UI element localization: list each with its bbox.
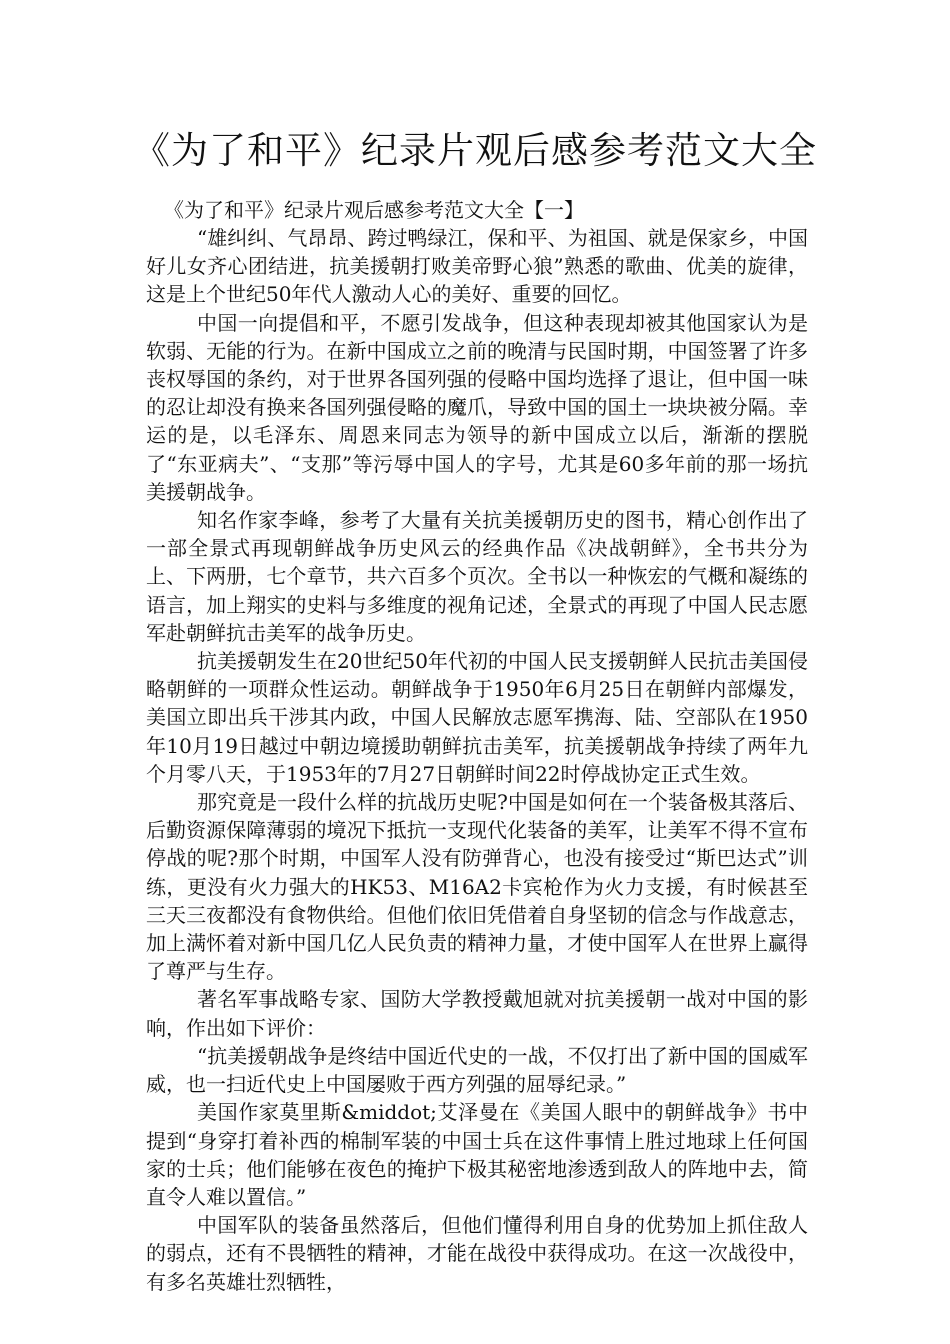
paragraph-2: 中国一向提倡和平，不愿引发战争，但这种表现却被其他国家认为是软弱、无能的行为。在新中国成立之前的晚清与民国时期，中国签署了许多丧权辱国的条约，对于世界各国列强的侵略中国均选择了退让，但中国一味的忍让却没有换来各国列强侵略的魔爪，导致中国的国土一块块被分隔。幸运的是，以毛泽东、周恩来同志为领导的新中国成立以后，渐渐的摆脱了“东亚病夫”、“支那”等污辱中国人的字号，尤其是60多年前的那一场抗美援朝战争。 xyxy=(146,310,808,504)
document-title: 《为了和平》纪录片观后感参考范文大全 xyxy=(133,129,817,172)
quote-paragraph: “抗美援朝战争是终结中国近代史的一战，不仅打出了新中国的国威军威，也一扫近代史上中国屡败于西方列强的屈辱纪录。” xyxy=(146,1043,808,1097)
paragraph-4: 抗美援朝发生在20世纪50年代初的中国人民支援朝鲜人民抗击美国侵略朝鲜的一项群众性运动。朝鲜战争于1950年6月25日在朝鲜内部爆发，美国立即出兵干涉其内政，中国人民解放志愿军携海、陆、空部队在1950年10月19日越过中朝边境援助朝鲜抗击美军，抗美援朝战争持续了两年九个月零八天，于1953年的7月27日朝鲜时间22时停战协定正式生效。 xyxy=(146,649,808,786)
paragraph-8: 美国作家莫里斯&middot;艾泽曼在《美国人眼中的朝鲜战争》书中提到“身穿打着补西的棉制军装的中国士兵在这件事情上胜过地球上任何国家的士兵；他们能够在夜色的掩护下极其秘密地渗透到敌人的阵地中去，简直令人难以置信。” xyxy=(146,1100,808,1209)
paragraph-6: 著名军事战略专家、国防大学教授戴旭就对抗美援朝一战对中国的影响，作出如下评价： xyxy=(146,987,808,1040)
paragraph-9: 中国军队的装备虽然落后，但他们懂得利用自身的优势加上抓住敌人的弱点，还有不畏牺牲的精神，才能在战役中获得成功。在这一次战役中，有多名英雄壮烈牺牲， xyxy=(146,1213,808,1294)
paragraph-1: “雄纠纠、气昂昂、跨过鸭绿江，保和平、为祖国、就是保家乡，中国好儿女齐心团结进，抗美援朝打败美帝野心狼”熟悉的歌曲、优美的旋律，这是上个世纪50年代人激动人心的美好、重要的回忆。 xyxy=(146,226,808,307)
document-body xyxy=(146,196,808,1296)
paragraph-5: 那究竟是一段什么样的抗战历史呢?中国是如何在一个装备极其落后、后勤资源保障薄弱的境况下抵抗一支现代化装备的美军，让美军不得不宣布停战的呢?那个时期，中国军人没有防弹背心，也没有接受过“斯巴达式”训练，更没有火力强大的HK53、M16A2卡宾枪作为火力支援，有时候甚至三天三夜都没有食物供给。但他们依旧凭借着自身坚韧的信念与作战意志，加上满怀着对新中国几亿人民负责的精神力量，才使中国军人在世界上赢得了尊严与生存。 xyxy=(146,790,808,984)
section-heading: 《为了和平》纪录片观后感参考范文大全【一】 xyxy=(164,198,584,222)
paragraph-3: 知名作家李峰，参考了大量有关抗美援朝历史的图书，精心创作出了一部全景式再现朝鲜战争历史风云的经典作品《决战朝鲜》，全书共分为上、下两册，七个章节，共六百多个页次。全书以一种恢宏的气概和凝练的语言，加上翔实的史料与多维度的视角记述，全景式的再现了中国人民志愿军赴朝鲜抗击美军的战争历史。 xyxy=(146,508,808,645)
